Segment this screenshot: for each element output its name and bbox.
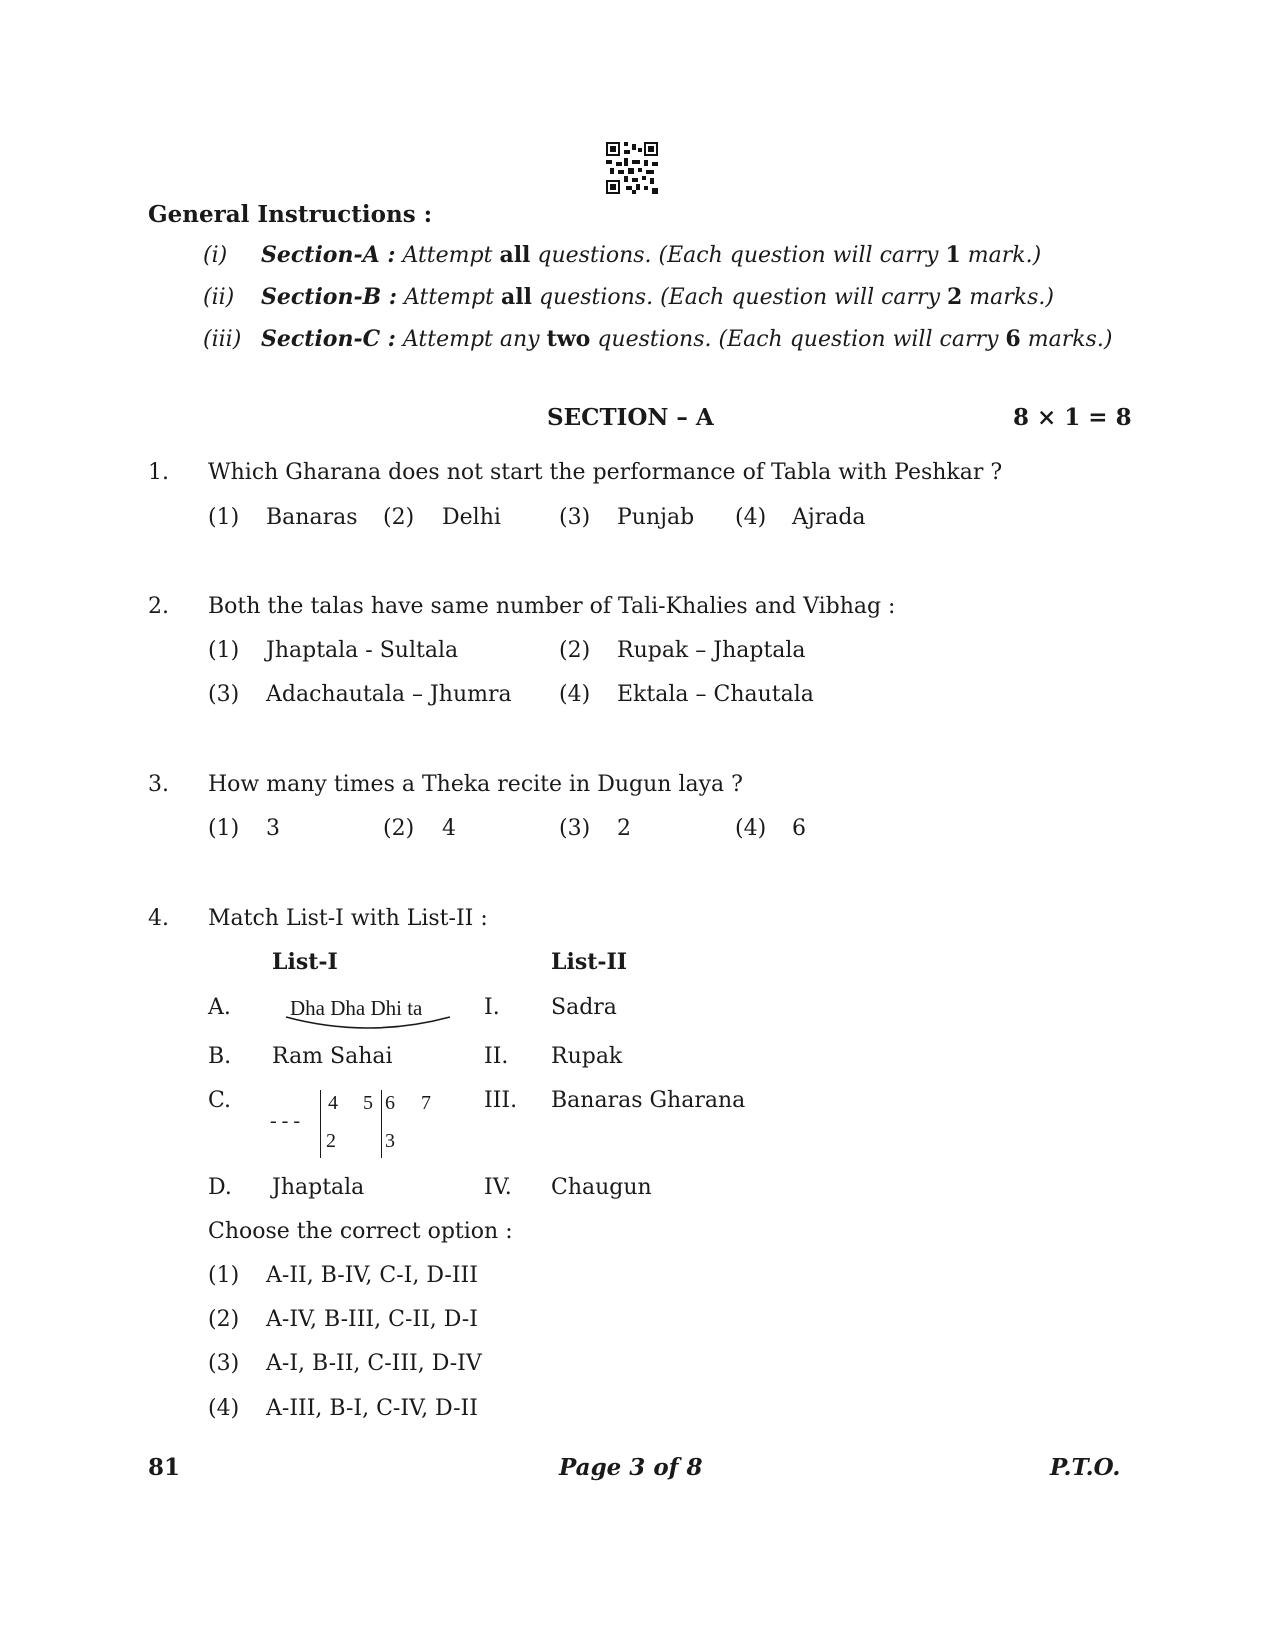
vibhag-divider bbox=[381, 1090, 382, 1158]
instruction-section: Section-C : bbox=[261, 326, 396, 352]
option-text: 2 bbox=[617, 816, 631, 841]
section-a-marks: 8 × 1 = 8 bbox=[1013, 404, 1132, 431]
option-number: (1) bbox=[208, 816, 240, 841]
option-number: (2) bbox=[208, 1307, 240, 1332]
instruction-text: questions. (Each question will carry bbox=[530, 243, 946, 268]
choose-prompt: Choose the correct option : bbox=[208, 1219, 513, 1244]
option-number: (4) bbox=[559, 682, 591, 707]
tali-mark: 2 bbox=[326, 1130, 336, 1152]
option-text: Ajrada bbox=[792, 505, 866, 530]
question-number: 1. bbox=[148, 460, 169, 485]
instruction-text: Attempt bbox=[396, 285, 501, 310]
match-row-label: B. bbox=[208, 1044, 232, 1069]
option-number: (2) bbox=[559, 638, 591, 663]
instruction-num: (i) bbox=[203, 243, 228, 268]
tali-mark: 3 bbox=[385, 1130, 395, 1152]
option-number: (3) bbox=[208, 1351, 240, 1376]
instruction-section: Section-B : bbox=[261, 284, 397, 310]
instruction-section: Section-A : bbox=[261, 242, 396, 268]
match-row-item: Ram Sahai bbox=[272, 1044, 393, 1069]
page-number: Page 3 of 8 bbox=[559, 1454, 703, 1481]
qr-code-icon bbox=[606, 142, 658, 194]
vibhag-divider bbox=[320, 1090, 321, 1158]
match-row-roman: IV. bbox=[484, 1175, 512, 1200]
option-number: (1) bbox=[208, 638, 240, 663]
bol-notation: Dha Dha Dhi ta bbox=[290, 996, 423, 1020]
option-text: Jhaptala - Sultala bbox=[266, 638, 459, 663]
option-number: (3) bbox=[559, 816, 591, 841]
instruction-marks: 1 bbox=[945, 242, 961, 268]
match-row-value: Chaugun bbox=[551, 1175, 652, 1200]
match-row-value: Banaras Gharana bbox=[551, 1088, 746, 1113]
instruction-num: (iii) bbox=[203, 327, 242, 352]
instruction-text: Attempt bbox=[395, 243, 500, 268]
match-row-roman: I. bbox=[484, 995, 500, 1020]
instruction-num: (ii) bbox=[203, 285, 235, 310]
option-number: (1) bbox=[208, 505, 240, 530]
instruction-text: marks.) bbox=[1020, 327, 1113, 352]
option-text: A-IV, B-III, C-II, D-I bbox=[266, 1307, 478, 1332]
match-row-item: Jhaptala bbox=[272, 1175, 365, 1200]
instruction-item bbox=[203, 284, 1054, 310]
instruction-text: questions. (Each question will carry bbox=[531, 285, 947, 310]
option-number: (4) bbox=[735, 816, 767, 841]
question-text: Match List-I with List-II : bbox=[208, 906, 488, 931]
option-text: A-I, B-II, C-III, D-IV bbox=[266, 1351, 482, 1376]
option-text: 6 bbox=[792, 816, 806, 841]
instruction-text: mark.) bbox=[960, 243, 1042, 268]
section-a-title: SECTION – A bbox=[547, 404, 714, 431]
beat-number: 4 bbox=[328, 1092, 338, 1114]
instruction-key: two bbox=[546, 326, 591, 352]
match-row-roman: II. bbox=[484, 1044, 509, 1069]
match-row-label: C. bbox=[208, 1088, 232, 1113]
option-text: Adachautala – Jhumra bbox=[266, 682, 512, 707]
option-text: A-II, B-IV, C-I, D-III bbox=[266, 1263, 478, 1288]
instruction-item bbox=[203, 326, 1112, 352]
beat-number: 7 bbox=[421, 1092, 431, 1114]
question-number: 3. bbox=[148, 772, 169, 797]
option-text: A-III, B-I, C-IV, D-II bbox=[266, 1396, 478, 1421]
match-row-value: Sadra bbox=[551, 995, 617, 1020]
question-text: Which Gharana does not start the performance of Tabla with Peshkar ? bbox=[208, 460, 1003, 485]
question-text: Both the talas have same number of Tali-Khalies and Vibhag : bbox=[208, 594, 896, 619]
beat-number: 5 bbox=[363, 1092, 373, 1114]
option-number: (2) bbox=[383, 816, 415, 841]
paper-code: 81 bbox=[148, 1454, 181, 1481]
option-text: Ektala – Chautala bbox=[617, 682, 814, 707]
match-row-label: D. bbox=[208, 1175, 232, 1200]
option-number: (2) bbox=[383, 505, 415, 530]
option-text: Banaras bbox=[266, 505, 358, 530]
match-row-roman: III. bbox=[484, 1088, 518, 1113]
instruction-key: all bbox=[499, 242, 531, 268]
notation-dashes: - - - bbox=[270, 1110, 300, 1132]
instruction-item bbox=[203, 242, 1041, 268]
question-number: 2. bbox=[148, 594, 169, 619]
option-text: Punjab bbox=[617, 505, 695, 530]
list-i-header: List-I bbox=[272, 949, 338, 975]
option-number: (3) bbox=[208, 682, 240, 707]
pto-label: P.T.O. bbox=[1050, 1454, 1121, 1481]
question-text: How many times a Theka recite in Dugun laya ? bbox=[208, 772, 743, 797]
instruction-key: all bbox=[500, 284, 532, 310]
option-text: 4 bbox=[442, 816, 456, 841]
instruction-text: marks.) bbox=[962, 285, 1054, 310]
option-number: (3) bbox=[559, 505, 591, 530]
option-number: (1) bbox=[208, 1263, 240, 1288]
option-text: Delhi bbox=[442, 505, 501, 530]
general-instructions-heading: General Instructions : bbox=[148, 201, 433, 228]
beat-number: 6 bbox=[385, 1092, 395, 1114]
option-number: (4) bbox=[208, 1396, 240, 1421]
option-text: 3 bbox=[266, 816, 280, 841]
instruction-marks: 2 bbox=[947, 284, 963, 310]
match-row-value: Rupak bbox=[551, 1044, 623, 1069]
list-ii-header: List-II bbox=[551, 949, 628, 975]
slur-arc bbox=[284, 1013, 452, 1035]
option-number: (4) bbox=[735, 505, 767, 530]
instruction-marks: 6 bbox=[1005, 326, 1021, 352]
question-number: 4. bbox=[148, 906, 169, 931]
match-row-label: A. bbox=[208, 995, 231, 1020]
instruction-text: questions. (Each question will carry bbox=[590, 327, 1006, 352]
option-text: Rupak – Jhaptala bbox=[617, 638, 806, 663]
instruction-text: Attempt any bbox=[395, 327, 547, 352]
